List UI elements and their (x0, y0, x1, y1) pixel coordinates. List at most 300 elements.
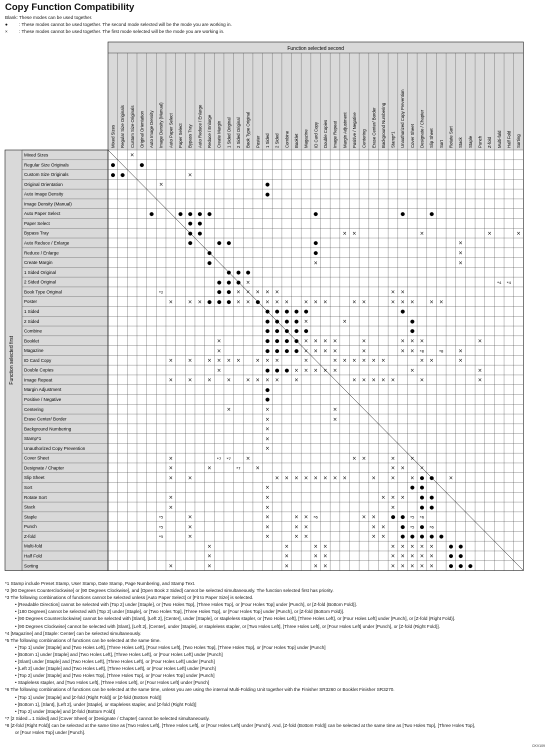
cannot-second-mark: ● (439, 534, 444, 541)
cannot-first-mark: × (419, 543, 425, 550)
row-label: Auto Image Density (24, 191, 64, 197)
cannot-first-mark: × (284, 543, 289, 550)
cannot-first-mark: × (342, 318, 347, 325)
cannot-first-mark: × (265, 299, 270, 306)
cannot-second-mark: ● (226, 240, 232, 247)
column-label: Positive / Negative (351, 112, 357, 148)
row-label: Designate / Chapter (24, 465, 65, 471)
cannot-first-mark: × (400, 543, 405, 550)
row-label: Rotate Sort (24, 494, 47, 500)
cannot-first-mark: × (400, 299, 405, 306)
cannot-first-mark: × (342, 230, 347, 237)
cannot-first-mark: × (342, 475, 347, 482)
cannot-first-mark: × (390, 465, 396, 472)
cannot-first-mark: × (265, 358, 270, 365)
column-label: Poster (255, 135, 261, 148)
cannot-second-mark: ● (207, 260, 212, 267)
cannot-second-mark: ● (236, 279, 241, 286)
column-label: Sort (438, 140, 444, 148)
column-label: Staple (467, 135, 473, 148)
cannot-first-mark: × (168, 299, 173, 306)
cannot-first-mark: × (458, 358, 463, 365)
cannot-first-mark: × (303, 358, 309, 365)
column-label: Z-fold (487, 137, 493, 148)
footnote: *7 [2 Sided→1 Sided] and [Cover Sheet] or [Designate / Chapter] cannot be selected simultaneously. (5, 715, 210, 721)
note-mark: *4 (497, 279, 502, 285)
page-title: Copy Function Compatibility (5, 2, 135, 13)
cannot-second-mark: ● (467, 563, 473, 570)
cannot-first-mark: × (226, 406, 231, 413)
column-label: 2 Sided Original (236, 117, 242, 148)
row-label: Positive / Negative (24, 396, 62, 402)
cannot-first-mark: × (226, 377, 231, 384)
cannot-second-mark: ● (265, 367, 270, 374)
column-label: Image Density (Manual) (158, 102, 164, 148)
cannot-second-mark: ● (410, 485, 415, 492)
cannot-second-mark: ● (274, 309, 280, 316)
cannot-first-mark: × (332, 338, 338, 345)
cannot-first-mark: × (381, 358, 386, 365)
cannot-first-mark: × (207, 543, 212, 550)
cannot-first-mark: × (390, 553, 396, 560)
cannot-first-mark: × (458, 260, 463, 267)
column-label: Multi-fold (496, 130, 502, 148)
cannot-first-mark: × (323, 367, 328, 374)
cannot-first-mark: × (265, 426, 270, 433)
row-label: Stack (24, 504, 36, 510)
footnote: *1 Stamp include Preset Stamp, User Stamp, Date Stamp, Page Numbering, and Stamp Text. (5, 581, 196, 586)
cannot-second-mark: ● (226, 299, 232, 306)
cannot-second-mark: ● (265, 309, 270, 316)
cannot-second-mark: ● (294, 318, 299, 325)
cannot-second-mark: ● (294, 309, 299, 316)
cannot-second-mark: ● (265, 318, 270, 325)
cannot-first-mark: × (332, 358, 338, 365)
row-label: Margin Adjustment (24, 387, 62, 393)
row-label: Create Margin (24, 260, 53, 266)
cannot-first-mark: × (361, 358, 367, 365)
cannot-first-mark: × (207, 465, 212, 472)
cannot-second-mark: ● (429, 534, 434, 541)
cannot-first-mark: × (361, 348, 367, 355)
cannot-second-mark: ● (265, 348, 270, 355)
cannot-second-mark: ● (429, 494, 434, 501)
cannot-first-mark: × (419, 563, 425, 570)
cannot-first-mark: × (390, 377, 396, 384)
row-label: Erase Center/ Border (24, 416, 67, 422)
cannot-second-mark: ● (448, 553, 454, 560)
cannot-first-mark: × (323, 299, 328, 306)
cannot-first-mark: × (323, 553, 328, 560)
cannot-first-mark: × (410, 348, 415, 355)
cannot-first-mark: × (294, 534, 299, 541)
note-mark: *8 (439, 348, 444, 354)
cannot-first-mark: × (332, 348, 338, 355)
row-label: Magazine (24, 348, 44, 354)
cannot-first-mark: × (168, 358, 173, 365)
row-label: Punch (24, 524, 37, 530)
cannot-first-mark: × (168, 494, 173, 501)
cannot-second-mark: ● (226, 289, 232, 296)
cannot-second-mark: ● (400, 211, 405, 218)
row-label: Mixed Sizes (24, 152, 49, 158)
cannot-first-mark: × (274, 299, 280, 306)
column-label: Original Orientation (139, 110, 145, 148)
cannot-first-mark: × (477, 377, 483, 384)
column-label: Regular Size Originals (120, 105, 126, 148)
cannot-second-mark: ● (429, 504, 434, 511)
cannot-first-mark: × (381, 494, 386, 501)
row-label: Custom Size Originals (24, 172, 69, 178)
cannot-second-mark: ● (197, 230, 203, 237)
row-label: Combine (24, 328, 43, 334)
cannot-first-mark: × (371, 358, 376, 365)
column-label: 1 Sided Original (226, 117, 232, 148)
cannot-first-mark: × (187, 358, 193, 365)
cannot-second-mark: ● (207, 211, 212, 218)
cannot-first-mark: × (323, 563, 328, 570)
cannot-first-mark: × (216, 338, 222, 345)
cannot-second-mark: ● (458, 543, 463, 550)
cannot-first-mark: × (410, 543, 415, 550)
row-label: Image Repeat (24, 377, 53, 383)
cannot-second-mark: ● (419, 475, 425, 482)
cannot-first-mark: × (429, 553, 434, 560)
cannot-first-mark: × (245, 289, 251, 296)
cannot-second-mark: ● (274, 328, 280, 335)
column-label: Booklet (293, 133, 299, 148)
cannot-first-mark: × (419, 358, 425, 365)
row-label: Reduce / Enlarge (24, 250, 59, 256)
cannot-first-mark: × (390, 494, 396, 501)
cannot-first-mark: × (294, 514, 299, 521)
column-label: Paper Select (178, 123, 184, 148)
column-label: Auto Image Density (149, 110, 155, 148)
footnote: • [90 Degrees Clockwise] cannot be selected with [Slant], [Left 2], [Center], under [Staple], or stapleless stapler, or [Two Holes Left], [Three Holes Left], or [Four Holes Left] under [Punch], or [Z-fold (Right Fold)]. (15, 623, 440, 629)
row-label: Booklet (24, 338, 40, 344)
legend-text: These modes can be used together. (19, 15, 93, 20)
footnote: • Stapleless stapler, and [Two Holes Left], [Three Holes Left], or [Four Holes Left] under [Punch] (15, 680, 210, 686)
row-label: 1 Sided (24, 308, 40, 314)
cannot-first-mark: × (168, 455, 173, 462)
cannot-first-mark: × (284, 475, 289, 482)
footnote: *6 The following combinations of functions can be selected at the same time, unless you are using the internal Multi-Folding Unit together with the Finisher SR3260 or Booklet Finisher SR3270. (5, 687, 395, 693)
cannot-first-mark: × (323, 348, 328, 355)
cannot-second-mark: ● (410, 328, 415, 335)
cannot-first-mark: × (216, 358, 222, 365)
cannot-second-mark: ● (265, 397, 270, 404)
cannot-first-mark: × (294, 377, 299, 384)
cannot-first-mark: × (390, 455, 396, 462)
header-function-selected-second: Function selected second (287, 46, 345, 52)
row-label: Paper Select (24, 220, 50, 226)
cannot-first-mark: × (245, 455, 251, 462)
row-label: ID Card Copy (24, 357, 52, 363)
cannot-first-mark: × (187, 524, 193, 531)
row-label: Sort (24, 485, 33, 491)
cannot-first-mark: × (284, 563, 289, 570)
cannot-first-mark: × (419, 377, 425, 384)
cannot-second-mark: ● (400, 309, 405, 316)
cannot-first-mark: × (323, 543, 328, 550)
cannot-first-mark: × (255, 465, 260, 472)
footnote: • [Left 2] under [Staple] and [Two Holes Left], [Three Holes Left], or [Four Holes Left] under [Punch] (15, 666, 216, 672)
note-mark: *7 (226, 455, 231, 461)
note-mark: *4 (506, 279, 512, 285)
cannot-second-mark: ● (419, 534, 425, 541)
cannot-second-mark: ● (265, 387, 270, 394)
cannot-first-mark: × (400, 465, 405, 472)
cannot-first-mark: × (410, 475, 415, 482)
cannot-first-mark: × (371, 377, 376, 384)
cannot-second-mark: ● (216, 299, 222, 306)
cannot-first-mark: × (168, 504, 173, 511)
column-label: Magazine (303, 129, 309, 148)
cannot-second-mark: ● (226, 270, 232, 277)
cannot-first-mark: × (187, 172, 193, 179)
cannot-first-mark: × (429, 563, 434, 570)
row-label: Slip Sheet (24, 475, 45, 481)
cannot-first-mark: × (265, 534, 270, 541)
column-label: Half Fold (506, 130, 512, 148)
cannot-second-mark: ● (265, 182, 270, 189)
cannot-second-mark: ● (139, 162, 145, 169)
cannot-first-mark: × (458, 348, 463, 355)
cannot-first-mark: × (458, 250, 463, 257)
footnote: *2 [90 Degrees Counterclockwise] or [90 Degrees Clockwise], and [Open Book 2 Sided] cannot be selected simultaneously. The function selected first has priority. (5, 588, 334, 594)
cannot-first-mark: × (361, 338, 367, 345)
cannot-first-mark: × (419, 230, 425, 237)
cannot-second-mark: ● (245, 270, 251, 277)
cannot-first-mark: × (390, 543, 396, 550)
column-label: Mixed Sizes (110, 124, 116, 148)
cannot-first-mark: × (313, 348, 318, 355)
cannot-second-mark: ● (313, 250, 318, 257)
cannot-first-mark: × (477, 338, 483, 345)
row-label: Book Type Original (24, 289, 62, 295)
cannot-first-mark: × (313, 563, 318, 570)
cannot-first-mark: × (303, 348, 309, 355)
row-label: 2 Sided Original (24, 279, 57, 285)
footnote: • [Top 2] under [Staple] and [Z-fold (Bottom Fold)] (15, 708, 116, 714)
column-label: Reduce / Enlarge (207, 114, 213, 148)
cannot-first-mark: × (352, 377, 357, 384)
cannot-second-mark: ● (255, 299, 260, 306)
cannot-first-mark: × (332, 406, 338, 413)
footnote: • [Slant] under [Staple] and [Two Holes Left], [Three Holes Left], or [Four Holes Left] under [Punch] (15, 659, 215, 665)
cannot-first-mark: × (352, 455, 357, 462)
cannot-first-mark: × (400, 338, 405, 345)
cannot-first-mark: × (294, 367, 299, 374)
cannot-first-mark: × (265, 377, 270, 384)
column-label: Combine (284, 130, 290, 148)
cannot-first-mark: × (265, 446, 270, 453)
cannot-second-mark: ● (274, 367, 280, 374)
footnote: • [Bottom 1] under [Staple] and [Two Holes Left], [Three Holes Left], or [Four Holes Left] under [Punch] (15, 651, 223, 657)
cannot-second-mark: ● (284, 328, 289, 335)
cannot-first-mark: × (419, 465, 425, 472)
cannot-second-mark: ● (400, 534, 405, 541)
cannot-first-mark: × (410, 338, 415, 345)
cannot-first-mark: × (361, 299, 367, 306)
cannot-second-mark: ● (236, 270, 241, 277)
cannot-first-mark: × (390, 475, 396, 482)
cannot-first-mark: × (284, 553, 289, 560)
cannot-second-mark: ● (265, 328, 270, 335)
cannot-first-mark: × (352, 358, 357, 365)
cannot-second-mark: ● (410, 534, 415, 541)
cannot-second-mark: ● (458, 563, 463, 570)
cannot-second-mark: ● (390, 514, 396, 521)
cannot-second-mark: ● (178, 211, 183, 218)
cannot-first-mark: × (410, 299, 415, 306)
cannot-second-mark: ● (429, 475, 434, 482)
cannot-first-mark: × (245, 299, 251, 306)
cannot-first-mark: × (265, 436, 270, 443)
cannot-first-mark: × (265, 416, 270, 423)
cannot-first-mark: × (381, 524, 386, 531)
cannot-second-mark: ● (313, 240, 318, 247)
column-label: Auto Reduce / Enlarge (197, 104, 203, 148)
cannot-second-mark: ● (216, 289, 222, 296)
cannot-first-mark: × (265, 504, 270, 511)
cannot-first-mark: × (187, 475, 193, 482)
cannot-first-mark: × (516, 230, 521, 237)
cannot-second-mark: ● (226, 279, 232, 286)
cannot-second-mark: ● (207, 250, 212, 257)
legend-text: : These modes cannot be used together. The second mode selected will be the mode you are working in. (19, 22, 232, 28)
cannot-second-mark: ● (216, 240, 222, 247)
note-mark: *5 (410, 514, 415, 520)
cannot-second-mark: ● (458, 553, 463, 560)
cannot-second-mark: ● (303, 328, 309, 335)
cannot-second-mark: ● (419, 524, 425, 531)
cannot-first-mark: × (207, 358, 212, 365)
cannot-first-mark: × (313, 367, 318, 374)
note-mark: *7 (216, 455, 222, 461)
column-label: Background Numbering (380, 102, 386, 148)
cannot-first-mark: × (400, 563, 405, 570)
footnote: • [Top 1] under [Staple] and [Two Holes Left], [Three Holes Left], [Four Holes Left], [Two Holes Top], [Three Holes Top], or [Four Holes Top] under [Punch] (15, 644, 326, 650)
cannot-first-mark: × (410, 553, 415, 560)
footnote: • [Readable Direction] cannot be selected with [Top 2] under [Staple], or [Two Holes Top], [Three Holes Top], or [Four Holes Top] under [Punch], or [Z-fold (Bottom Fold)]. (15, 602, 357, 608)
cannot-second-mark: ● (274, 338, 280, 345)
column-label: Slip Sheet (429, 128, 435, 148)
cannot-first-mark: × (303, 367, 309, 374)
row-label: Bypass Tray (24, 230, 49, 236)
cannot-first-mark: × (255, 358, 260, 365)
cannot-first-mark: × (226, 358, 231, 365)
cannot-first-mark: × (274, 475, 280, 482)
cannot-first-mark: × (381, 534, 386, 541)
column-label: Unauthorized Copy Prevention (400, 89, 406, 148)
footnote: *4 [Magazine] and [Staple: Center] can be selected simultaneously. (5, 630, 142, 636)
cannot-second-mark: ● (400, 524, 405, 531)
cannot-first-mark: × (419, 338, 425, 345)
cannot-first-mark: × (429, 543, 434, 550)
cannot-first-mark: × (129, 152, 135, 159)
cannot-first-mark: × (236, 358, 241, 365)
note-mark: *8 (419, 348, 425, 354)
cannot-second-mark: ● (410, 318, 415, 325)
cannot-first-mark: × (313, 260, 318, 267)
cannot-first-mark: × (303, 299, 309, 306)
cannot-first-mark: × (255, 377, 260, 384)
cannot-first-mark: × (342, 358, 347, 365)
cannot-first-mark: × (419, 553, 425, 560)
column-label: Rotate Sort (448, 126, 454, 148)
row-label: 1 Sided Original (24, 269, 57, 275)
row-label: 2 Sided (24, 318, 40, 324)
cannot-second-mark: ● (400, 514, 405, 521)
note-mark: *6 (313, 514, 318, 520)
header-function-selected-first: Function selected first (9, 335, 15, 385)
note-mark: *5 (410, 524, 415, 530)
cannot-first-mark: × (245, 377, 251, 384)
footnote: • [Bottom 1], [Slant], [Left 2], under [Staple], or stapleless stapler, and [Z-fold (Right Fold)] (15, 701, 197, 707)
cannot-second-mark: ● (265, 338, 270, 345)
column-label: 1 Sided (264, 133, 270, 148)
cannot-first-mark: × (216, 348, 222, 355)
cannot-first-mark: × (303, 524, 309, 531)
column-label: ID Card Copy (313, 121, 319, 148)
cannot-second-mark: ● (197, 211, 203, 218)
column-label: Margin Adjustment (342, 112, 348, 148)
cannot-first-mark: × (487, 230, 492, 237)
column-label: Bypass Tray (187, 124, 193, 148)
cannot-first-mark: × (216, 367, 222, 374)
cannot-first-mark: × (323, 475, 328, 482)
row-label: Double Copies (24, 367, 54, 373)
cannot-first-mark: × (390, 289, 396, 296)
cannot-first-mark: × (265, 289, 270, 296)
cannot-second-mark: ● (274, 318, 280, 325)
cannot-first-mark: × (361, 514, 367, 521)
cannot-first-mark: × (168, 465, 173, 472)
cannot-first-mark: × (400, 348, 405, 355)
cannot-second-mark: ● (284, 367, 289, 374)
cannot-second-mark: ● (207, 299, 212, 306)
cannot-first-mark: × (236, 299, 241, 306)
column-label: Cover Sheet (409, 124, 415, 148)
cannot-second-mark: ● (110, 172, 116, 179)
footnote: • [Top 1] under [Staple] and [Z-fold (Right Fold)] or [Z-fold (Bottom Fold)] (15, 694, 162, 700)
cannot-first-mark: × (429, 358, 434, 365)
cannot-second-mark: ● (274, 348, 280, 355)
note-mark: *6 (429, 524, 434, 530)
cannot-first-mark: × (381, 377, 386, 384)
cannot-second-mark: ● (216, 279, 222, 286)
cannot-first-mark: × (168, 377, 173, 384)
cannot-first-mark: × (274, 358, 280, 365)
cannot-second-mark: ● (265, 191, 270, 198)
cannot-second-mark: ● (284, 348, 289, 355)
column-label: Custom Size Originals (129, 105, 135, 148)
cannot-second-mark: ● (429, 211, 434, 218)
cannot-second-mark: ● (110, 162, 116, 169)
footnote: *8 [Z-fold (Right Fold)] can be selected at the same time as [Two Holes Left], [Three Holes Left], or [Four Holes Left] under [Punch]. And, [Z-fold (Bottom Fold)] can be selected at the same time as [Two Holes Top], [Three Holes Top], (5, 722, 476, 728)
cannot-first-mark: × (265, 494, 270, 501)
cannot-second-mark: ● (294, 328, 299, 335)
footnote: • [Top 2] under [Staple] and [Two Holes Top], [Three Holes Top], or [Four Holes Top] under [Punch] (15, 673, 215, 679)
cannot-first-mark: × (265, 485, 270, 492)
cannot-first-mark: × (477, 367, 483, 374)
row-label: Regular Size Originals (24, 162, 69, 168)
cannot-second-mark: ● (303, 309, 309, 316)
cannot-first-mark: × (429, 299, 434, 306)
cannot-first-mark: × (168, 475, 173, 482)
column-label: 2 Sided (274, 133, 280, 148)
